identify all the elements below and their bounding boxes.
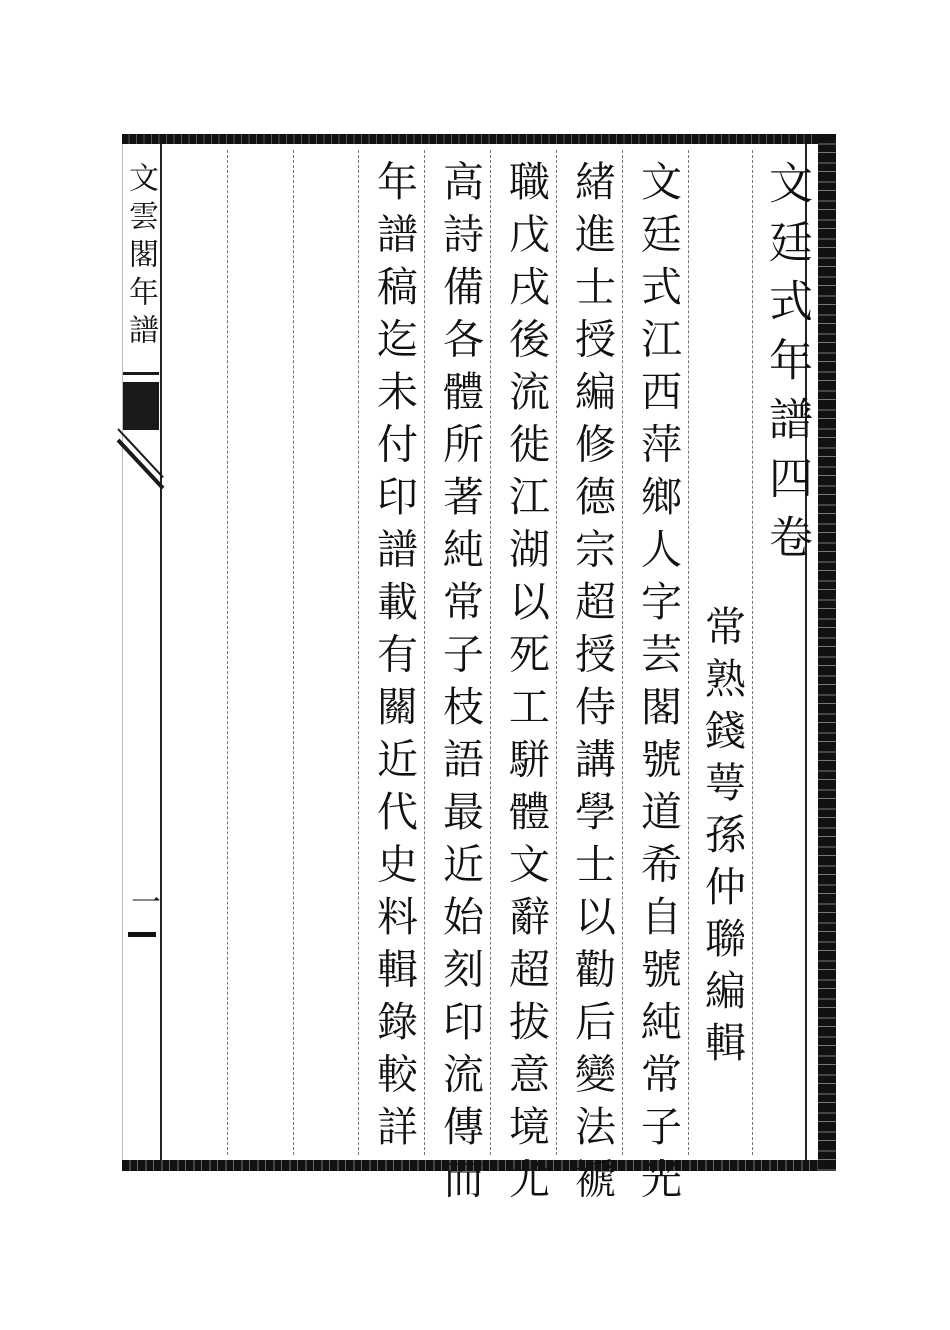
column-rule — [752, 150, 753, 1155]
text-column-4: 高詩備各體所著純常子枝語最近始刻印流傳而 — [436, 160, 484, 1210]
compiler-line: 常熟錢萼孫仲聯編輯 — [698, 605, 746, 1073]
column-rule — [358, 150, 359, 1155]
column-rule — [622, 150, 623, 1155]
frame-right-border — [818, 134, 836, 1171]
frame-top-border — [122, 134, 834, 144]
column-rule — [293, 150, 294, 1155]
column-rule — [688, 150, 689, 1155]
book-title: 文廷式年譜四卷 — [761, 160, 812, 573]
center-strip-page-number: 一 — [125, 886, 160, 916]
fish-tail-mark — [123, 382, 159, 430]
fish-tail-diagonal — [117, 428, 163, 478]
fish-tail-bar — [123, 372, 159, 375]
text-column-1: 文廷式江西萍鄉人字芸閣號道希自號純常子光 — [634, 160, 682, 1210]
center-strip-book-title: 文雲閣年譜 — [123, 162, 158, 352]
column-rule — [227, 150, 228, 1155]
fish-tail-diagonal — [117, 439, 165, 490]
lower-fish-tail-line — [128, 935, 156, 937]
text-column-2: 緒進士授編修德宗超授侍講學士以勸后變法褫 — [568, 160, 616, 1210]
column-rule — [424, 150, 425, 1155]
column-rule — [556, 150, 557, 1155]
column-rule — [490, 150, 491, 1155]
text-column-5: 年譜稿迄未付印譜載有關近代史料輯錄較詳 — [370, 160, 418, 1158]
center-strip-divider — [160, 144, 162, 1160]
text-column-3: 職戊戌後流徙江湖以死工駢體文辭超拔意境尤 — [502, 160, 550, 1210]
